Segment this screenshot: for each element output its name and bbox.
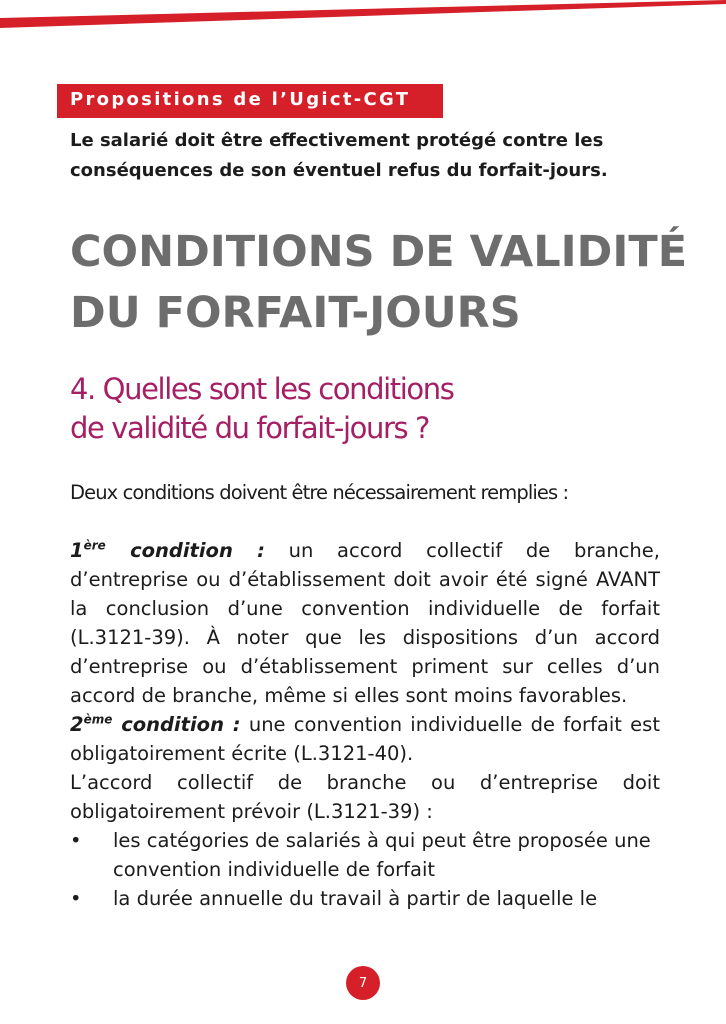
top-red-band — [0, 0, 726, 34]
condition-1-text: un accord collectif de branche, d’entreprise ou d’établissement doit avoir été signé AVANT la conclusion d’une convention individuelle de forfait (L.3121-39). À noter que les dispositions d’un accord d’entreprise ou d’établissement priment sur celles d’un accord de branche, même si elles sont moins favorables. — [70, 539, 660, 707]
list-item: • la durée annuelle du travail à partir de laquelle le — [70, 884, 660, 913]
bullet-icon: • — [70, 887, 82, 910]
intro-paragraph: Deux conditions doivent être nécessairement remplies : — [70, 481, 569, 504]
condition-2-label: 2ème condition : — [70, 712, 241, 736]
section-title — [70, 222, 710, 344]
section-title-line-1: CONDITIONS DE VALIDITÉ — [70, 227, 688, 277]
question-line-1: 4. Quelles sont les conditions — [70, 372, 454, 406]
section-title-line-2: DU FORFAIT-JOURS — [70, 288, 521, 338]
bullet-icon: • — [70, 829, 82, 852]
condition-1-label: 1ère condition : — [70, 538, 265, 562]
list-item: • les catégories de salariés à qui peut être proposée une convention individuelle de forfait — [70, 826, 660, 884]
condition-1-paragraph — [70, 536, 660, 710]
proposals-text: Le salarié doit être effectivement protégé contre les conséquences de son éventuel refus du forfait-jours. — [70, 130, 608, 181]
condition-2-text: une convention individuelle de forfait est obligatoirement écrite (L.3121-40). — [70, 713, 660, 765]
question-heading — [70, 370, 710, 448]
page-number-badge: 7 — [346, 966, 380, 1000]
body-text — [70, 478, 660, 913]
accord-paragraph: L’accord collectif de branche ou d’entreprise doit obligatoirement prévoir (L.3121-39) : — [70, 771, 660, 823]
condition-2-paragraph — [70, 710, 660, 768]
question-line-2: de validité du forfait-jours ? — [70, 411, 429, 445]
conditions-list — [70, 826, 660, 913]
proposals-banner: Propositions de l’Ugict-CGT — [57, 84, 443, 118]
